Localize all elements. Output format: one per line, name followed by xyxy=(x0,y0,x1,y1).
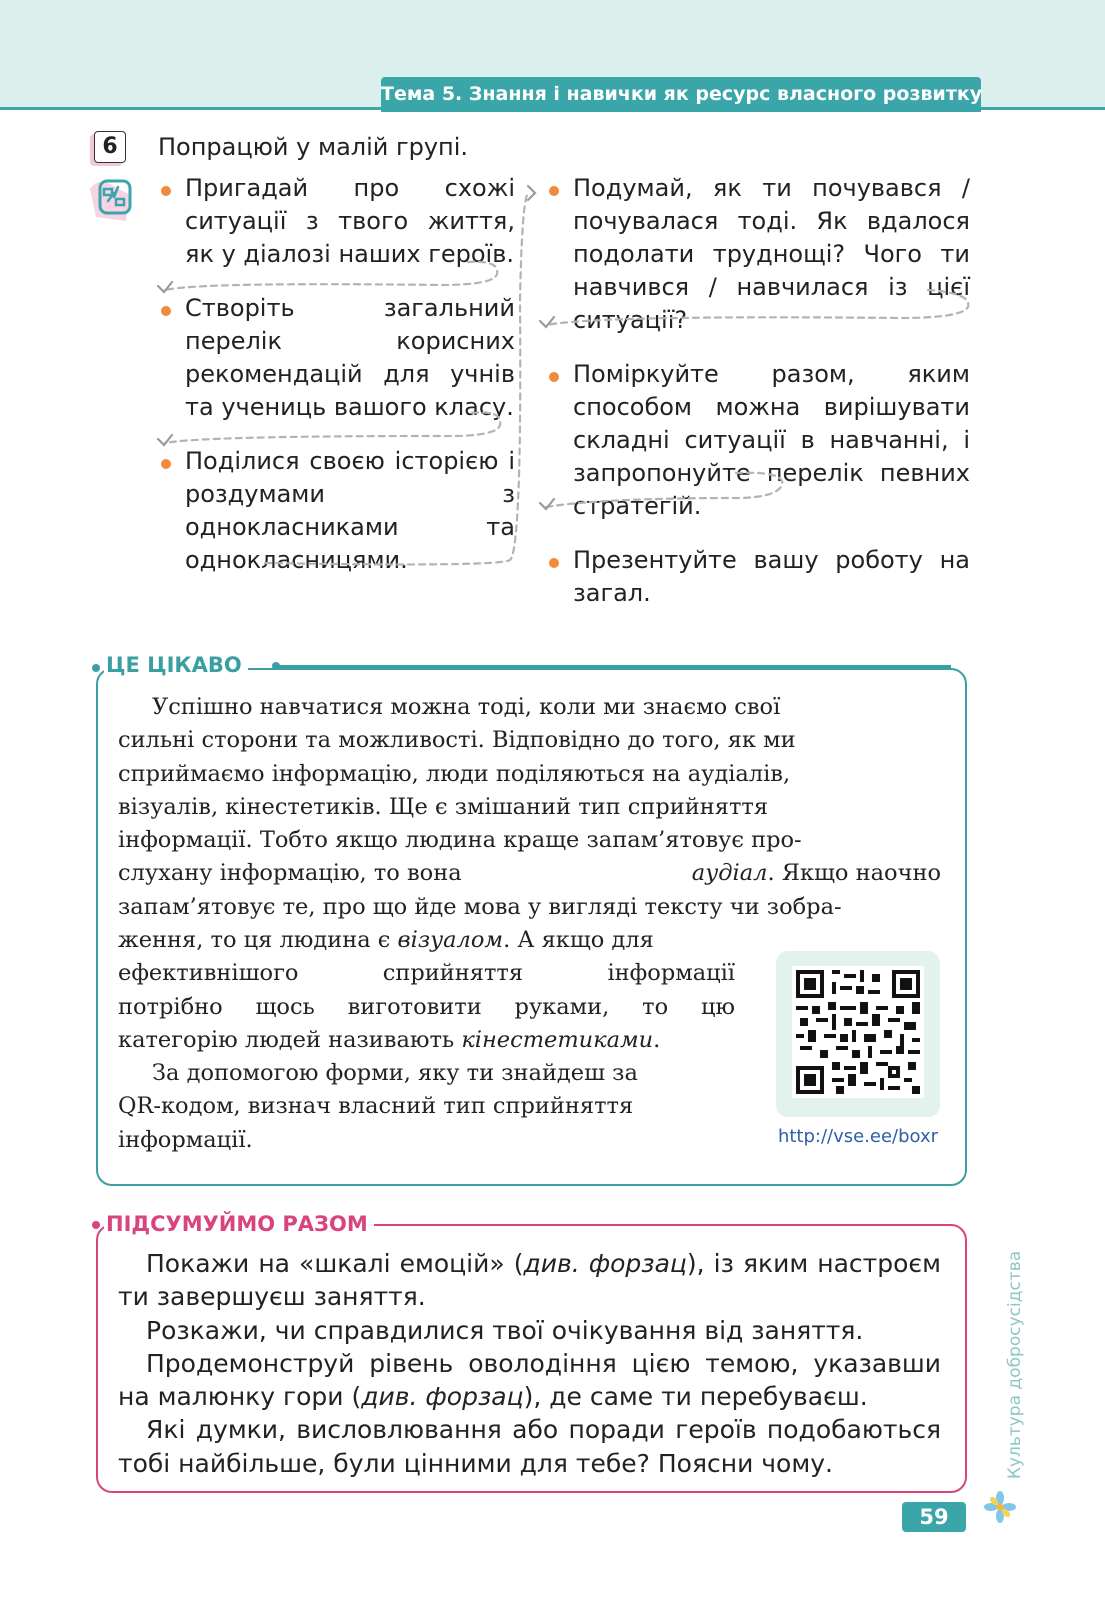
text-line: ження, то ця людина є візуалом. А якщо для xyxy=(118,927,654,953)
text-line: За допомогою форми, яку ти знайдеш за xyxy=(152,1060,638,1087)
summary-text xyxy=(118,1247,941,1480)
task-item: Створіть загальний перелік корисних рекомендацій для учнів та учениць вашого класу. xyxy=(160,292,515,424)
summary-paragraph: Продемонструй рівень оволодіння цією темою, указавши на малюнку гори (див. форзац), де саме ти перебуваєш. xyxy=(118,1348,941,1412)
text-line: QR-кодом, визнач власний тип сприйняття xyxy=(118,1093,634,1120)
emphasis: кінестетиками xyxy=(461,1026,654,1053)
task-item: Презентуйте вашу роботу на загал. xyxy=(548,544,970,610)
flower-icon xyxy=(984,1491,1016,1523)
summary-paragraph: Покажи на «шкалі емоцій» (див. форзац), із яким настроєм ти завершуєш заняття. xyxy=(118,1249,941,1312)
emphasis: аудіал xyxy=(691,860,768,887)
qr-url-link[interactable]: http://vse.ee/boxr xyxy=(777,1126,939,1147)
task-item: Подумай, як ти почувався / почувалася тоді. Як вдалося подолати труднощі? Чого ти навчився / навчилася із цієї ситуації? xyxy=(548,172,970,337)
task-left-column xyxy=(160,172,515,577)
text-line: Успішно навчатися можна тоді, коли ми знаємо свої xyxy=(152,694,781,720)
text-line: слухану інформацію, то вона аудіал. Якщо наочно xyxy=(118,860,941,887)
text-line: сильні сторони та можливості. Відповідно до того, як ми xyxy=(118,727,796,754)
qr-code-icon[interactable] xyxy=(792,966,924,1098)
task-item: Поміркуйте разом, яким способом можна вирішувати складні ситуації в навчанні, і запропонуйте перелік певних стратегій. xyxy=(548,358,970,523)
text-line: інформації. Тобто якщо людина краще запам’ятовує про- xyxy=(118,827,802,854)
interesting-label: ЦЕ ЦІКАВО xyxy=(104,652,248,678)
page-number: 59 xyxy=(902,1502,966,1532)
text-line: сприймаємо інформацію, люди поділяються на аудіалів, xyxy=(118,760,791,787)
decor-dot xyxy=(92,1221,100,1229)
task-right-column xyxy=(548,172,970,610)
text-line: запам’ятовує те, про що йде мова у вигляді тексту чи зобра- xyxy=(118,893,842,920)
text-line: потрібно щось виготовити руками, то цю xyxy=(118,993,735,1020)
side-section-label: Культура добросусідства xyxy=(1005,1250,1025,1480)
decor-dot xyxy=(92,664,100,672)
text-line: категорію людей називають кінестетиками. xyxy=(118,1026,661,1053)
emphasis: візуалом xyxy=(397,927,504,953)
text-line: ефективнішого сприйняття інформації xyxy=(118,960,735,987)
summary-paragraph: Розкажи, чи справдилися твої очікування від заняття. xyxy=(146,1315,864,1345)
text-line: інформації. xyxy=(118,1126,253,1153)
decor-dot xyxy=(272,662,280,670)
interesting-rule xyxy=(276,665,951,668)
task-item: Пригадай про схожі ситуації з твого життя, як у діалозі наших героїв. xyxy=(160,172,515,271)
task-title: Попрацюй у малій групі. xyxy=(158,133,469,161)
theme-title: Тема 5. Знання і навички як ресурс власного розвитку xyxy=(381,77,981,112)
text-line: візуалів, кінестетиків. Ще є змішаний тип сприйняття xyxy=(118,793,769,820)
emphasis: див. форзац xyxy=(361,1382,524,1412)
task-item: Поділися своєю історією і роздумами з однокласниками та однокласницями. xyxy=(160,445,515,577)
group-hands-icon xyxy=(86,173,138,225)
summary-label: ПІДСУМУЙМО РАЗОМ xyxy=(104,1211,374,1237)
interesting-text-narrow xyxy=(118,924,735,1157)
summary-paragraph: Які думки, висловлювання або поради героїв подобаються тобі найбільше, були цінними для тебе? Поясни чому. xyxy=(118,1415,941,1478)
task-number: 6 xyxy=(94,131,126,163)
emphasis: див. форзац xyxy=(523,1249,687,1278)
interesting-text-full xyxy=(118,691,941,924)
